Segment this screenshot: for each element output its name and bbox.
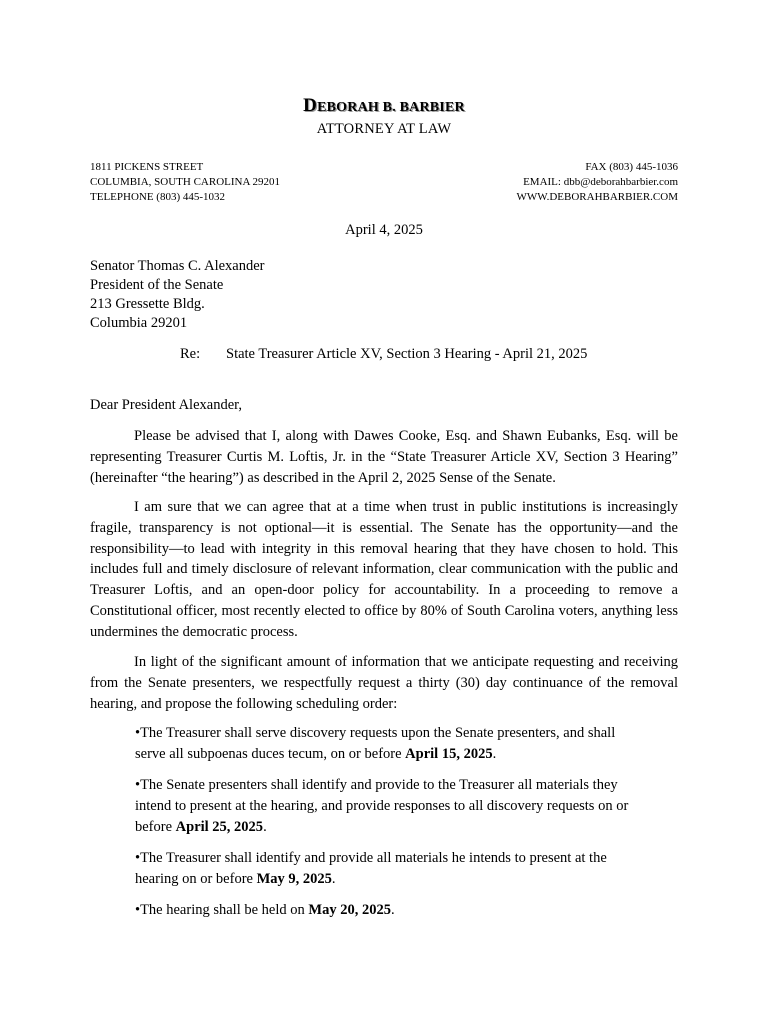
- letterhead-fax: FAX (803) 445-1036: [585, 161, 678, 173]
- letterhead-street: 1811 PICKENS STREET: [90, 161, 204, 173]
- body-paragraph-3: In light of the significant amount of information that we anticipate requesting and receiving from the Senate presenters, we respectfully request a thirty (30) day continuance of the removal hearing, and propose the following scheduling order:: [90, 654, 678, 712]
- letterhead-email: EMAIL: dbb@deborahbarbier.com: [523, 176, 678, 188]
- schedule-item-1: [135, 723, 645, 765]
- schedule-item-2-text: •The Senate presenters shall identify and provide to the Treasurer all materials they intend to present at the hearing, and provide responses to all discovery requests on or before: [135, 777, 629, 835]
- letterhead-contact-block: [516, 160, 678, 205]
- schedule-item-1-text: •The Treasurer shall serve discovery requests upon the Senate presenters, and shall serve all subpoenas duces tecum, on or before: [135, 725, 616, 762]
- re-subject: State Treasurer Article XV, Section 3 Hearing - April 21, 2025: [226, 346, 588, 362]
- letterhead-address-block: [90, 160, 280, 205]
- letterhead-city: COLUMBIA, SOUTH CAROLINA 29201: [90, 176, 281, 188]
- recipient-building: 213 Gressette Bldg.: [90, 296, 205, 312]
- schedule-item-4-end: .: [390, 902, 395, 918]
- body-paragraph-1: Please be advised that I, along with Dawes Cooke, Esq. and Shawn Eubanks, Esq. will be representing Treasurer Curtis M. Loftis, Jr. in the “State Treasurer Article XV, Section 3 Hearing” (hereinafter “the hearing”) as described in the April 2, 2025 Sense of the Senate.: [90, 428, 678, 486]
- recipient-name: Senator Thomas C. Alexander: [90, 258, 265, 274]
- schedule-item-4: [135, 900, 645, 921]
- recipient-title: President of the Senate: [90, 277, 224, 293]
- letter-date: April 4, 2025: [345, 222, 423, 238]
- schedule-item-3-date: May 9, 2025: [256, 871, 332, 887]
- re-label: Re:: [180, 346, 201, 362]
- recipient-address: [90, 257, 265, 333]
- schedule-item-4-date: May 20, 2025: [308, 902, 391, 918]
- schedule-item-1-end: .: [492, 746, 497, 762]
- schedule-item-2-date: April 25, 2025: [175, 819, 264, 835]
- letterhead-subtitle: ATTORNEY AT LAW: [316, 121, 452, 137]
- schedule-item-4-text: •The hearing shall be held on: [135, 902, 309, 918]
- schedule-item-1-date: April 15, 2025: [405, 746, 493, 762]
- letterhead-name-initial: D: [303, 95, 318, 116]
- schedule-item-3-text: •The Treasurer shall identify and provide all materials he intends to present at the hearing on or before: [135, 850, 607, 887]
- letterhead-name-rest: EBORAH B. BARBIER: [317, 100, 465, 115]
- letterhead-telephone: TELEPHONE (803) 445-1032: [90, 191, 226, 203]
- schedule-item-3: [135, 848, 645, 890]
- letterhead-website: WWW.DEBORAHBARBIER.COM: [516, 191, 678, 203]
- recipient-city: Columbia 29201: [90, 315, 188, 331]
- schedule-item-3-end: .: [331, 871, 336, 887]
- letterhead-name: [0, 95, 768, 117]
- schedule-item-2: [135, 775, 645, 838]
- body-paragraph-2: I am sure that we can agree that at a time when trust in public institutions is increasingly fragile, transparency is not optional—it is essential. The Senate has the opportunity—and the responsibility—to lead with integrity in this removal hearing that they have chosen to hold. This includes full and timely disclosure of relevant information, clear communication with the public and Treasurer Loftis, and an open-door policy for accountability. In a proceeding to remove a Constitutional officer, most recently elected to office by 80% of South Carolina voters, anything less undermines the democratic process.: [90, 499, 678, 640]
- schedule-item-2-end: .: [263, 819, 267, 835]
- salutation: Dear President Alexander,: [90, 397, 243, 413]
